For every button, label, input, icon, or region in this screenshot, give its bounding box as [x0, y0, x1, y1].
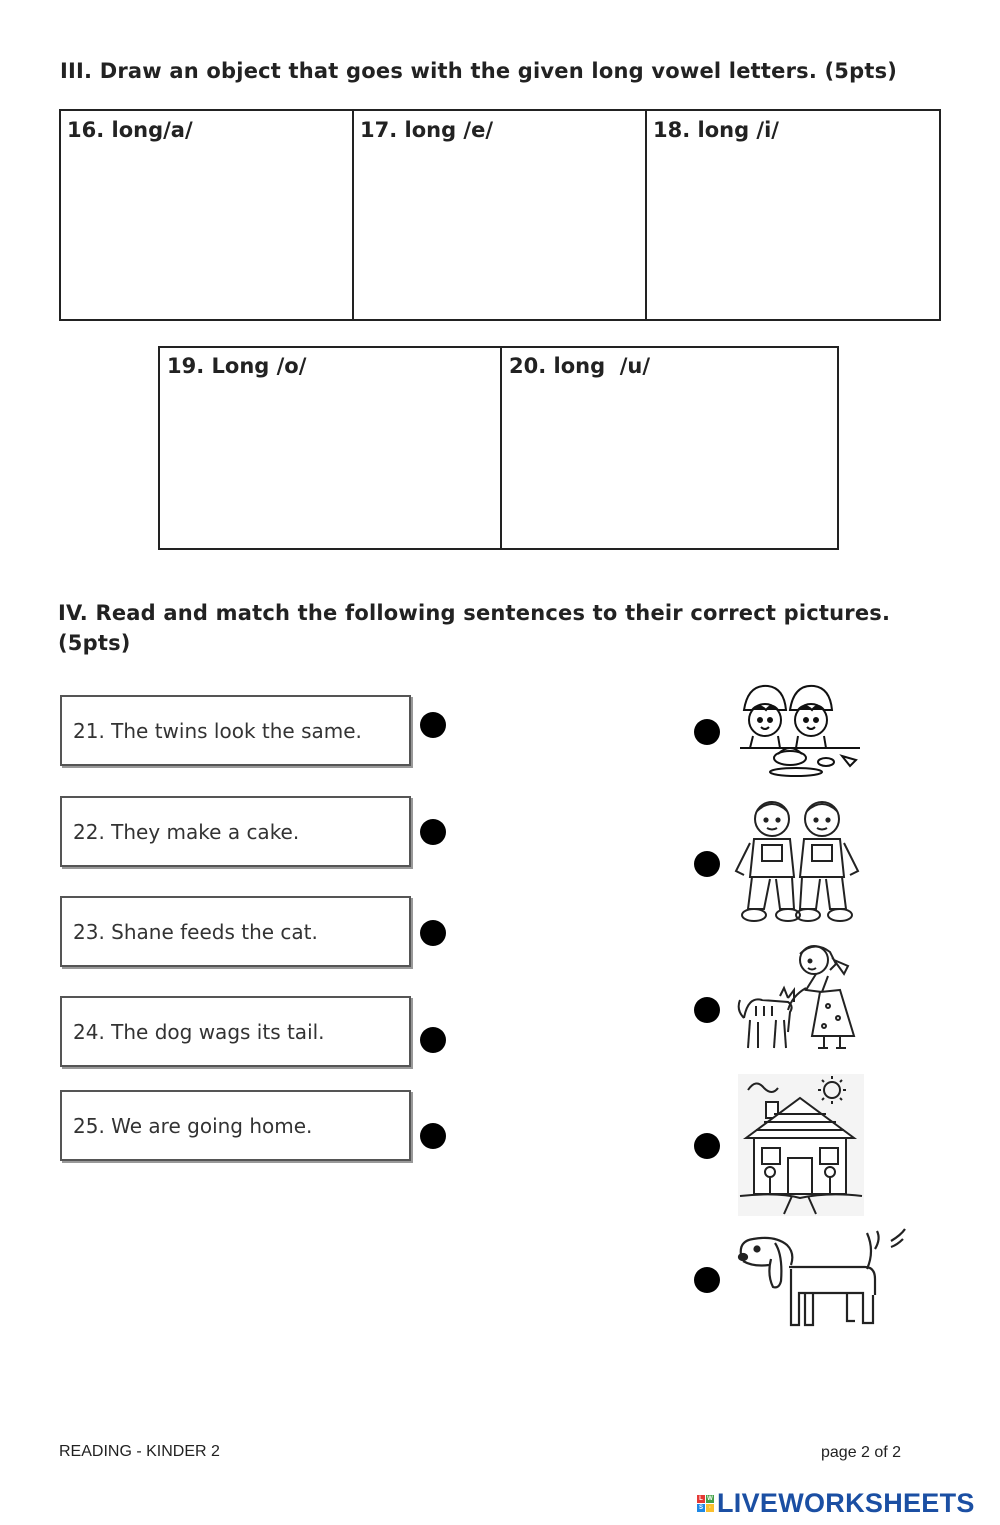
brand-name: LIVEWORKSHEETS [717, 1488, 975, 1518]
badge-letter: L [697, 1495, 705, 1503]
dog-icon [735, 1225, 910, 1335]
draw-cell-long-u[interactable] [502, 348, 837, 548]
sentence-box: 24. The dog wags its tail. [60, 996, 411, 1067]
sentence-box: 21. The twins look the same. [60, 695, 411, 766]
section-4-heading: IV. Read and match the following sentences to their correct pictures. [58, 601, 891, 625]
draw-cell-long-a[interactable] [60, 110, 353, 320]
section-3-heading: III. Draw an object that goes with the given long vowel letters. (5pts) [60, 59, 898, 83]
match-dot-right[interactable] [694, 1267, 720, 1293]
footer-course-label: READING - KINDER 2 [59, 1443, 220, 1460]
match-dot-right[interactable] [694, 719, 720, 745]
cooking-kids-icon [738, 680, 866, 780]
sentence-box: 23. Shane feeds the cat. [60, 896, 411, 967]
cell-label: 19. Long /o/ [167, 354, 307, 378]
match-dot-left[interactable] [420, 712, 446, 738]
draw-cell-long-o[interactable] [160, 348, 500, 548]
badge-letter: W [707, 1496, 713, 1502]
cell-label: 18. long /i/ [653, 118, 779, 142]
match-dot-left[interactable] [420, 1123, 446, 1149]
match-dot-right[interactable] [694, 1133, 720, 1159]
cell-label: 16. long/a/ [67, 118, 193, 142]
draw-cell-long-e[interactable] [354, 110, 645, 320]
match-dot-right[interactable] [694, 851, 720, 877]
girl-feeding-cat-icon [736, 940, 866, 1055]
sentence-box: 25. We are going home. [60, 1090, 411, 1161]
badge-letter: S [698, 1505, 703, 1511]
liveworksheets-logo[interactable] [697, 1488, 975, 1519]
twins-icon [730, 797, 868, 927]
cell-label: 17. long /e/ [360, 118, 494, 142]
footer-page-number: page 2 of 2 [821, 1444, 902, 1461]
match-dot-right[interactable] [694, 997, 720, 1023]
section-4-heading-points: (5pts) [58, 631, 131, 655]
draw-cell-long-i[interactable] [647, 110, 939, 320]
house-icon [738, 1074, 864, 1216]
sentence-box: 22. They make a cake. [60, 796, 411, 867]
match-dot-left[interactable] [420, 1027, 446, 1053]
logo-badge-icon [697, 1495, 714, 1512]
match-dot-left[interactable] [420, 920, 446, 946]
cell-label: 20. long /u/ [509, 354, 651, 378]
badge-letter: · [706, 1504, 714, 1512]
match-dot-left[interactable] [420, 819, 446, 845]
